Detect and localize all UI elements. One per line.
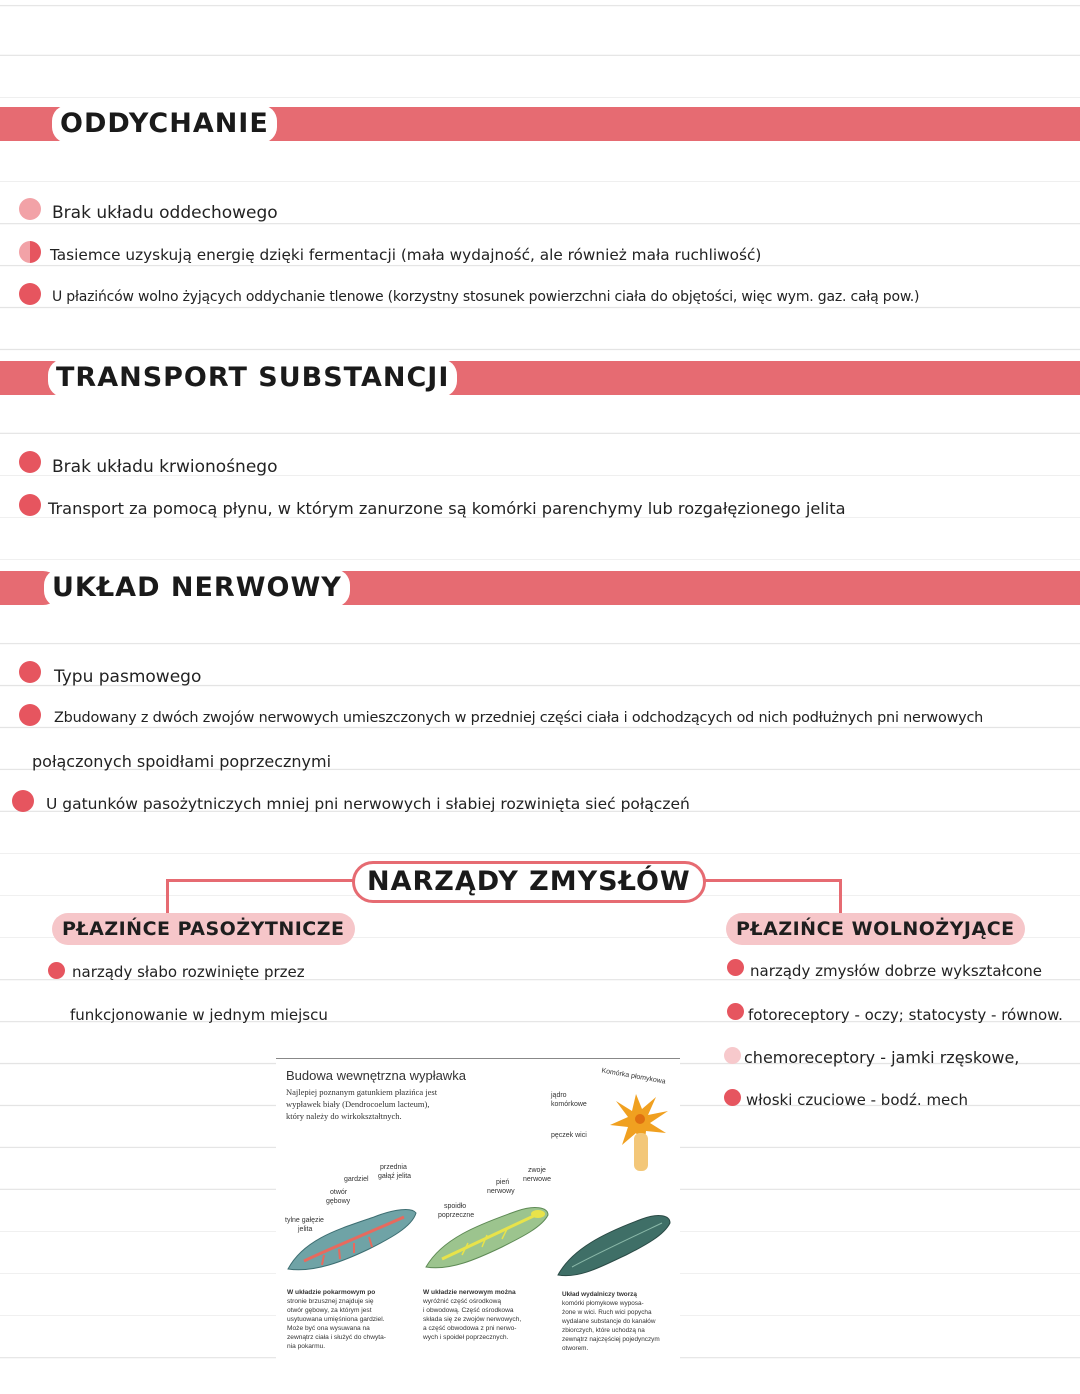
bullet-icon [19, 704, 41, 726]
freeliving-item: fotoreceptory - oczy; statocysty - równow. [748, 1006, 1063, 1024]
caption-line: usytuowana umięśniona gardziel. [287, 1316, 385, 1323]
caption-line: stronie brzusznej znajduje się [287, 1298, 374, 1305]
caption-line: wyróżnić część ośrodkową [423, 1298, 502, 1305]
list-item: Brak układu oddechowego [52, 203, 278, 223]
nervous-system-illustration [422, 1199, 552, 1279]
bullet-icon [724, 1047, 741, 1064]
caption-line: otwór gębowy, za którym jest [287, 1307, 372, 1314]
label-peczek: pęczek wici [551, 1132, 587, 1139]
caption-line: składa się ze zwojów nerwowych, [423, 1316, 522, 1323]
bullet-icon [727, 959, 744, 976]
label-jadro: komórkowe [551, 1101, 587, 1108]
label-pien: pień [496, 1179, 510, 1186]
label-jadro: jądro [551, 1092, 567, 1099]
section-title: TRANSPORT SUBSTANCJI [48, 359, 457, 397]
bullet-icon [19, 198, 41, 220]
bullet-icon [724, 1089, 741, 1106]
parasitic-line: narządy słabo rozwinięte przez [72, 963, 305, 981]
list-item: U płazińców wolno żyjących oddychanie tlenowe (korzystny stosunek powierzchni ciała do objętości, więc wym. gaz. całą pow.) [52, 289, 920, 305]
caption-line: komórki płomykowe wyposa- [562, 1300, 644, 1307]
band-right [400, 361, 1080, 395]
caption-line: zewnątrz ciała i służyć do chwyta- [287, 1334, 386, 1341]
senses-title: NARZĄDY ZMYSŁÓW [352, 861, 706, 903]
bullet-icon [19, 241, 41, 263]
label-przednia: gałąź jelita [378, 1173, 412, 1180]
connector-line [166, 879, 356, 882]
section-title: ODDYCHANIE [52, 105, 277, 143]
list-item: Tasiemce uzyskują energię dzięki fermentacji (mała wydajność, ale również mała ruchliwość) [50, 246, 762, 264]
section-band-transport [0, 361, 1080, 395]
freeliving-item: chemoreceptory - jamki rzęskowe, [744, 1048, 1020, 1067]
list-item-continuation: połączonych spoidłami poprzecznymi [32, 752, 332, 771]
caption-line: zbiorczych, które uchodzą na [562, 1327, 645, 1334]
figure-intro: wypławek biały (Dendrocoelum lacteum), [286, 1099, 430, 1109]
bullet-icon [19, 283, 41, 305]
caption-line: W układzie nerwowym można [423, 1289, 516, 1296]
list-item: Brak układu krwionośnego [52, 457, 278, 477]
label-gardziel: gardziel [344, 1176, 369, 1183]
label-spoidlo: spoidło [444, 1203, 467, 1210]
label-tylne: tylne gałęzie [285, 1217, 324, 1224]
caption-line: wych i spoideł poprzecznych. [423, 1334, 509, 1341]
bullet-icon [19, 661, 41, 683]
caption-line: nia pokarmu. [287, 1343, 326, 1350]
caption-line: Może być ona wysuwana na [287, 1325, 370, 1332]
caption-line: wydalane substancje do kanałów [562, 1318, 656, 1325]
caption-line: żone w wici. Ruch wici popycha [562, 1309, 652, 1316]
section-title: UKŁAD NERWOWY [44, 569, 350, 607]
caption-line: W układzie pokarmowym po [287, 1289, 376, 1296]
label-spoidlo: poprzeczne [438, 1212, 475, 1219]
band-right [240, 107, 1080, 141]
bullet-icon [727, 1003, 744, 1020]
excretory-system-illustration [554, 1209, 674, 1284]
label-zwoje: zwoje [528, 1167, 546, 1174]
list-item: U gatunków pasożytniczych mniej pni nerwowych i słabiej rozwinięta sieć połączeń [46, 795, 690, 813]
bullet-icon [12, 790, 34, 812]
subtitle-freeliving: PŁAZIŃCE WOLNOŻYJĄCE [726, 913, 1025, 945]
bullet-icon [19, 494, 41, 516]
bullet-icon [48, 962, 65, 979]
subtitle-parasitic: PŁAZIŃCE PASOŻYTNICZE [52, 913, 355, 945]
freeliving-item: włoski czuciowe - bodź. mech [746, 1091, 969, 1109]
label-przednia: przednia [380, 1164, 407, 1171]
freeliving-item: narządy zmysłów dobrze wykształcone [750, 962, 1043, 980]
label-komorka: Komórka płomykowa [600, 1067, 667, 1086]
band-right [295, 571, 1080, 605]
flame-cell-illustration [606, 1089, 676, 1174]
label-zwoje: nerwowe [523, 1176, 552, 1183]
caption-line: a część obwodowa z pni nerwo- [423, 1325, 517, 1332]
list-item: Typu pasmowego [54, 667, 202, 687]
list-item: Transport za pomocą płynu, w którym zanurzone są komórki parenchymy lub rozgałęzionego jelita [48, 499, 846, 518]
figure-flatworm [276, 1058, 680, 1359]
label-otwor: otwór [330, 1189, 348, 1196]
parasitic-line: funkcjonowanie w jednym miejscu [70, 1006, 328, 1024]
figure-intro: Najlepiej poznanym gatunkiem płazińca jest [286, 1087, 438, 1097]
list-item: Zbudowany z dwóch zwojów nerwowych umieszczonych w przedniej części ciała i odchodzących od nich podłużnych pni nerwowych [54, 710, 984, 726]
digestive-system-illustration [284, 1199, 419, 1279]
caption-line: i obwodową. Część ośrodkowa [423, 1307, 514, 1314]
label-pien: nerwowy [487, 1188, 515, 1195]
caption-line: Układ wydalniczy tworzą [562, 1291, 637, 1298]
figure-title: Budowa wewnętrzna wypławka [286, 1068, 466, 1083]
figure-intro: który należy do wirkokształtnych. [286, 1111, 402, 1121]
connector-line [166, 879, 169, 913]
caption-line: otworem. [562, 1345, 589, 1352]
section-band-nerwowy [0, 571, 1080, 605]
label-tylne: jelita [298, 1226, 313, 1233]
caption-line: zewnątrz najczęściej pojedynczym [562, 1336, 660, 1343]
bullet-icon [19, 451, 41, 473]
label-otwor: gębowy [326, 1198, 351, 1205]
section-band-oddychanie [0, 107, 1080, 141]
connector-line [839, 879, 842, 913]
